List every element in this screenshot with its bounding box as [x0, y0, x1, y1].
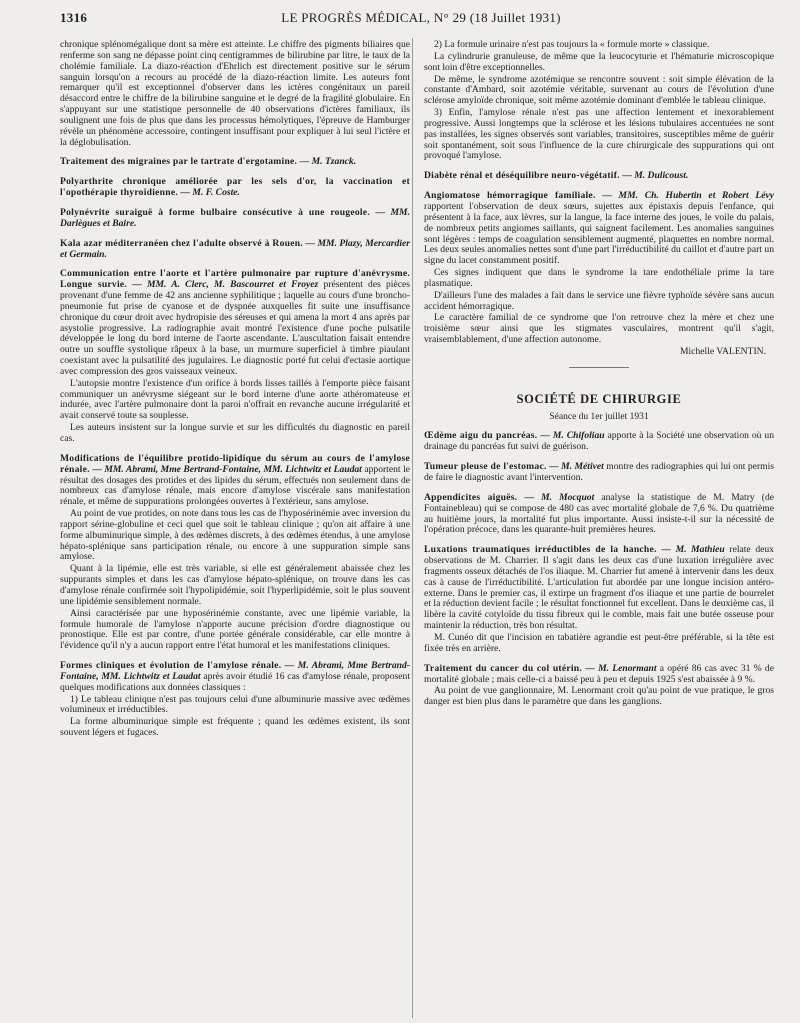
report-aorte	[60, 269, 410, 377]
report-author: — M. Mathieu	[661, 544, 725, 556]
report-paragraph: D'ailleurs l'une des malades a fait dans le service une fièvre typhoïde sévère sans aucun accident hémorragique.	[424, 289, 774, 312]
report-text: montre des radiographies qui lui ont permis de faire le diagnostic avant l'intervention.	[424, 461, 774, 483]
report-text: apporte à la Société une observation où un drainage du pancréas fut suivi de guérison.	[424, 430, 774, 453]
session-date: Séance du 1er juillet 1931	[549, 411, 649, 422]
left-column	[60, 40, 410, 1020]
report-title: Diabète rénal et déséquilibre neuro-végétatif.	[424, 170, 620, 182]
report-paragraph: La cylindrurie granuleuse, de même que la leucocyturie et l'hématurie microscopique sont loin d'être exceptionnelles.	[424, 50, 774, 73]
report-paragraph: 3) Enfin, l'amylose rénale n'est pas une affection lentement et inexorablement progressive. Aussi longtemps que la sclérose et les lésions tubulaires accentuées ne sont pas installées, les signes observés sont variables, transitoires, susceptibles même de guérir soit spontanément, soit sous l'influence de la cure chirurgicale des suppurations qui ont provoqué l'amylose.	[424, 107, 774, 162]
report-author: — M. Chifoliau	[540, 430, 605, 442]
report-title: Tumeur pleuse de l'estomac.	[424, 461, 547, 473]
report-author: — M. Métivet	[549, 461, 604, 473]
right-column	[424, 40, 774, 1020]
signature: Michelle VALENTIN.	[680, 345, 766, 357]
report-diabete-renal	[424, 171, 774, 182]
report-paragraph: 1) Le tableau clinique n'est pas toujours celui d'une albuminurie massive avec œdèmes volumineux et irréductibles.	[60, 693, 410, 716]
report-paragraph: Ainsi caractérisée par une hyposérinémie constante, avec une lipémie variable, la formule humorale de l'amylose n'apporte aucune précision d'ordre diagnostique ou pronostique. Elle est par contre, d'une portée générale considérable, car elle montre à l'évidence qu'il n'y a aucun rapport entre l'état humoral et les manifestations cliniques.	[60, 607, 410, 652]
report-paragraph: Les auteurs insistent sur la longue survie et sur les difficultés du diagnostic en pareil cas.	[60, 422, 410, 444]
report-text: présentent des pièces provenant d'une femme de 42 ans ancienne syphilitique ; laquelle au cours d'une broncho-pneumonie fut prise de cyanose et de dyspnée auxquelles fit suite une insuffisance chronique du cœur droit avec hydropisie des séreuses et qui amena la mort 4 ans après par asystolie progressive. La radiographie avait montré l'existence d'une poche pulsatile développée le long du bord interne de l'aorte ascendante. L'auscultation faisait entendre outre un souffle systolique râpeux à la base, un murmure superficiel à timbre piaulant coexistant avec la pulsatilité des jugulaires. Le diagnostic porté fut celui d'ectasie aortique avec compression des gros vaisseaux veineux.	[60, 279, 410, 377]
report-paragraph: 2) La formule urinaire n'est pas toujours la « formule morte » classique.	[434, 40, 710, 50]
section-title: SOCIÉTÉ DE CHIRURGIE	[516, 391, 682, 406]
report-paragraph: L'autopsie montre l'existence d'un orifice à bords lisses taillés à l'emporte pièce faisant communiquer un anévrysme siégeant sur le bord interne d'une aorte athéromateuse et indurée, avec l'artère pulmonaire dont la paroi n'offrait en revanche aucune irrégularité et avait conservé toute sa souplesse.	[60, 377, 410, 422]
report-title: Kala azar méditerranéen chez l'adulte observé à Rouen.	[60, 237, 303, 249]
report-paragraph: M. Cunéo dit que l'incision en tabatière agrandie est peut-être préférable, si la tête est fixée très en arrière.	[424, 631, 774, 654]
report-paragraph: De même, le syndrome azotémique se rencontre souvent : soit simple élévation de la constante d'Ambard, soit azotémie véritable, survenant au cours de l'évolution d'une sclérose amyloïde chronique, soit même azotémie dominant d'emblée le tableau clinique.	[424, 73, 774, 107]
report-text: après avoir étudié 16 cas d'amylose rénale, proposent quelques modifications aux données classiques :	[60, 670, 410, 693]
running-title: LE PROGRÈS MÉDICAL, N° 29 (18 Juillet 1931)	[281, 10, 561, 25]
report-author: — M. Tzanck.	[299, 156, 357, 168]
page-header	[60, 6, 782, 28]
report-title: Angiomatose hémorragique familiale.	[424, 190, 596, 202]
report-text: apportent le résultat des dosages des protides et des lipides du sérum, effectués non seulement dans de nombreux cas d'amylose rénale, mais encore d'amylose viscérale sans manifestation rénale, et même de suppurations prolongées ouvertes à l'extérieur, sans amylose.	[60, 463, 410, 508]
opening-paragraph: chronique splénomégalique dont sa mère est atteinte. Le chiffre des pigments biliaires que renferme son sang ne dépasse point cinq centigrammes de bilirubine par litre, le taux de la cholémie familiale. La diazo-réaction d'Ehrlich est directement positive sur le sérum sanguin lorsqu'on a recours au procédé de la diazo-réaction limite. Les auteurs font remarquer qu'il est exceptionnel d'observer dans les ictères congénitaux un pareil désaccord entre le chiffre de la bilirubine sanguine et le degré de la fragilité globulaire. En s'appuyant sur une statistique personnelle de 40 observations d'ictères familiaux, ils soulignent une fois de plus que dans les processus hémolytiques, l'épreuve de Hamburger révèle un phénomène accessoire, contingent insuffisant pour expliquer à lui seul l'ictère et la déglobulisation.	[60, 40, 410, 148]
report-author: — MM. Plazy, Mercardier et Germain.	[60, 237, 410, 260]
report-title: Communication entre l'aorte et l'artère pulmonaire par rupture d'anévrysme. Longue survie.	[60, 268, 410, 291]
report-text: rapportent l'observation de deux sœurs, sujettes aux épistaxis depuis l'enfance, qui présentent à la face, aux lèvres, sur la langue, la face interne des joues, le voile du palais, de nombreux petits angiomes saillants, qui saignent facilement. Les anomalies sanguines sont légères : temps de coagulation sensiblement augmenté, plaquettes en nombre normal. Les deux seules anomalies nettes sont d'une part l'irréductibilité du caillot et d'autre part un signe du lacet constamment positif.	[424, 200, 774, 267]
report-col-uterin	[424, 664, 774, 686]
report-paragraph: Ces signes indiquent que dans le syndrome la tare endothéliale prime la tare plasmatique.	[424, 267, 774, 289]
report-paragraph: Quant à la lipémie, elle est très variable, si elle est généralement abaissée chez les suppurants simples et dans les cas d'amylose hépato-splénique, on trouve dans les cas d'amylose rénale confirmée soit l'hypolipidémie, soit l'hyperlipidémie, soit le plus souvent une lipidémie sensiblement normale.	[60, 563, 410, 607]
report-text: relate deux observations de M. Charrier. Il s'agit dans les deux cas d'une luxation irrégulière avec fragments osseux détachés de l'os iliaque. M. Charrier fut amené à intervenir dans les deux cas à cause de l'irréductibilité. L'articulation fut abordée par une longue incision antéro-externe. Dans le premier cas, il extirpe un fragment d'os iliaque et une partie de bourrelet et la réduction devient facile ; le résultat fonctionnel fut excellent. Dans le deuxième cas, il libère la cavité cotyloïde du tissu fibreux qui le comble, mais fait une butée osseuse pour maintenir la réduction, très bon résultat.	[424, 544, 774, 632]
report-amylose-equilibre	[60, 454, 410, 508]
report-estomac	[424, 462, 774, 484]
report-angiomatose	[424, 191, 774, 267]
report-author: — M. F. Coste.	[180, 187, 240, 199]
report-luxations	[424, 545, 774, 632]
section-separator	[569, 367, 629, 368]
report-migraines	[60, 157, 410, 168]
report-paragraph: Au point de vue ganglionnaire, M. Lenormant croit qu'au point de vue pratique, le gros danger est bien plus dans le paramètre que dans les ganglions.	[424, 685, 774, 708]
report-paragraph: Au point de vue protides, on note dans tous les cas de l'hyposérinémie avec inversion du rapport sérine-globuline et ceci quel que soit le tableau clinique ; qu'on ait affaire à une forme albuminurique simple, à des œdèmes discrets, à des œdèmes étendus, à une amylose hépato-splénique sans participation rénale, ou encore à une suppuration simple sans amylose.	[60, 508, 410, 563]
report-title: Polynévrite suraiguë à forme bulbaire consécutive à une rougeole.	[60, 206, 370, 218]
report-text: a opéré 86 cas avec 31 % de mortalité globale ; mais celle-ci a baissé peu à peu et depuis 1925 s'est abaissée à 9 %.	[424, 662, 774, 685]
report-polynevrite	[60, 208, 410, 230]
report-appendicites	[424, 493, 774, 536]
report-title: Modifications de l'équilibre protido-lipidique du sérum au cours de l'amylose rénale.	[60, 452, 410, 475]
report-amylose-formes	[60, 661, 410, 694]
report-text: analyse la statistique de M. Matry (de Fontainebleau) qui se compose de 480 cas avec mortalité globale de 7,6 %. Du quatrième au huitième jours, la mortalité fut plus importante. Aussi insiste-t-il sur la nécessité de l'opération précoce, dans les quarante-huit premières heures.	[424, 491, 774, 536]
report-author: — M. Abrami, Mme Bertrand-Fontaine, MM. Lichtwitz et Laudat	[60, 660, 410, 682]
report-author: — MM. Ch. Hubertin et Robert Lévy	[602, 190, 774, 202]
report-title: Traitement du cancer du col utérin.	[424, 662, 583, 674]
report-title: Traitement des migraines par le tartrate d'ergotamine.	[60, 156, 298, 168]
report-paragraph: La forme albuminurique simple est fréquente ; quand les œdèmes existent, ils sont souvent légers et fugaces.	[60, 716, 410, 739]
report-author: — MM. A. Clerc, M. Bascourret et Froyez	[132, 279, 319, 291]
report-author: — M. Dulicoust.	[622, 170, 689, 182]
report-title: Formes cliniques et évolution de l'amylose rénale.	[60, 660, 282, 672]
column-divider	[412, 38, 413, 1018]
report-pancreas	[424, 431, 774, 453]
report-title: Œdème aigu du pancréas.	[424, 430, 538, 442]
report-kala-azar	[60, 239, 410, 261]
report-polyarthrite	[60, 177, 410, 199]
report-author: — M. Mocquot	[524, 491, 595, 503]
report-author: — MM. Darlègues et Baire.	[60, 206, 410, 229]
report-title: Appendicites aiguës.	[424, 491, 518, 503]
report-title: Polyarthrite chronique améliorée par les sels d'or, la vaccination et l'opothérapie thyroïdienne.	[60, 176, 410, 199]
report-paragraph: Le caractère familial de ce syndrome que l'on retrouve chez la mère et chez une troisième sœur ainsi que les stigmates vasculaires, montrent qu'il s'agit, vraisemblablement, d'une affection autonome.	[424, 312, 774, 346]
report-author: — M. Lenormant	[585, 662, 657, 674]
page-number: 1316	[60, 10, 88, 25]
report-author: — MM. Abrami, Mme Bertrand-Fontaine, MM. Lichtwitz et Laudat	[92, 463, 362, 475]
report-title: Luxations traumatiques irréductibles de la hanche.	[424, 544, 657, 556]
